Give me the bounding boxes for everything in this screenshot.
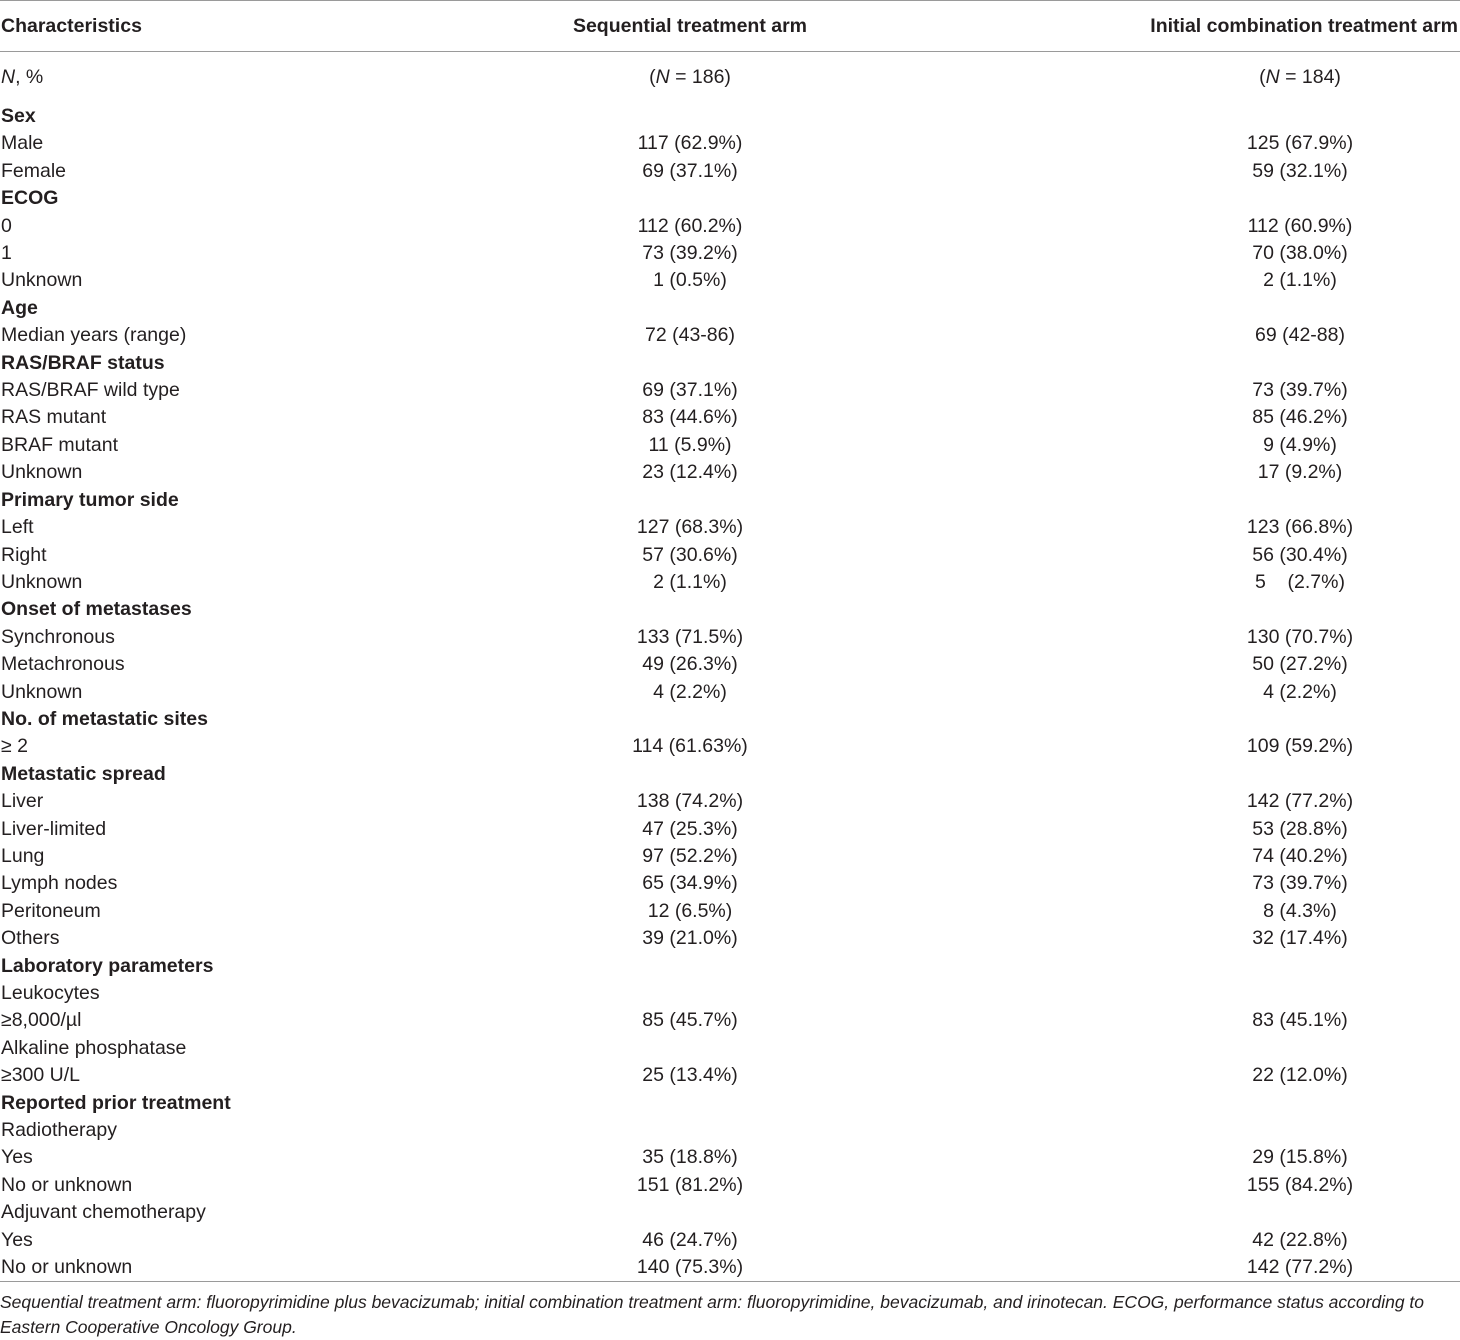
table-row [0, 240, 1460, 267]
sequential-arm-value [420, 596, 960, 623]
sequential-arm-value: 11 (5.9%) [648, 433, 732, 456]
row-label: Median years (range) [1, 324, 187, 347]
section-row [0, 295, 1460, 322]
table-row [0, 624, 1460, 651]
section-label: ECOG [1, 187, 59, 210]
row-label: Female [1, 159, 67, 182]
combination-arm-value: 5 (2.7%) [1255, 570, 1345, 593]
sequential-arm-value: 117 (62.9%) [637, 132, 743, 155]
combination-arm-value [960, 103, 1460, 130]
combination-arm-value: 83 (45.1%) [1252, 1009, 1348, 1032]
sequential-arm-value [420, 185, 960, 212]
row-label: Male [1, 132, 44, 155]
table-row [0, 870, 1460, 897]
row-label: Synchronous [1, 625, 115, 648]
row-label: Leukocytes [1, 982, 100, 1004]
row-label: Others [1, 927, 60, 950]
sequential-arm-value: 112 (60.2%) [637, 214, 743, 237]
combination-arm-value [960, 295, 1460, 322]
n-count-combination: = 184) [1279, 65, 1341, 88]
table-row [0, 980, 1460, 1007]
combination-arm-value: 109 (59.2%) [1246, 735, 1354, 758]
section-row [0, 487, 1460, 514]
table-row [0, 130, 1460, 157]
section-label: Reported prior treatment [1, 1091, 231, 1114]
table-header-row [0, 1, 1460, 52]
table-row [0, 1199, 1460, 1226]
table-row [0, 432, 1460, 459]
combination-arm-value: 73 (39.7%) [1252, 379, 1348, 402]
table-row [0, 1117, 1460, 1144]
combination-arm-value [960, 350, 1460, 377]
table-row [0, 1144, 1460, 1171]
sequential-arm-value: 83 (44.6%) [642, 406, 738, 429]
table-row [0, 651, 1460, 678]
row-label: Lung [1, 844, 45, 867]
row-label: Unknown [1, 680, 83, 703]
table-row [0, 898, 1460, 925]
row-label: Unknown [1, 269, 83, 292]
section-label: Primary tumor side [1, 488, 179, 511]
combination-arm-value [960, 980, 1460, 1007]
row-label: Liver [1, 790, 44, 813]
combination-arm-value: 2 (1.1%) [1263, 269, 1337, 292]
row-label: Yes [1, 1228, 33, 1251]
sequential-arm-value [420, 761, 960, 788]
n-row-sequential [420, 52, 960, 104]
sequential-arm-value: 72 (43-86) [645, 324, 735, 347]
sequential-arm-value: 65 (34.9%) [642, 872, 738, 895]
row-label: Left [1, 516, 34, 539]
table-row [0, 322, 1460, 349]
sequential-arm-value [420, 1117, 960, 1144]
sequential-arm-value: 46 (24.7%) [642, 1228, 738, 1251]
table-row [0, 733, 1460, 760]
row-label: Liver-limited [1, 817, 107, 840]
table-row [0, 1062, 1460, 1089]
table-row [0, 1035, 1460, 1062]
table-row [0, 1007, 1460, 1034]
n-row-label [0, 52, 420, 104]
table-row [0, 788, 1460, 815]
row-label: Right [1, 543, 47, 566]
row-label: Alkaline phosphatase [1, 1036, 187, 1059]
table-row [0, 816, 1460, 843]
section-label: Onset of metastases [1, 598, 192, 621]
combination-arm-value: 70 (38.0%) [1252, 242, 1348, 265]
combination-arm-value [960, 1199, 1460, 1226]
sequential-arm-value: 57 (30.6%) [642, 543, 738, 566]
row-label: 0 [1, 214, 12, 237]
sequential-arm-value: 47 (25.3%) [642, 817, 738, 840]
section-label: No. of metastatic sites [1, 707, 208, 730]
row-label: No or unknown [1, 1173, 133, 1196]
sequential-arm-value [420, 953, 960, 980]
section-row [0, 103, 1460, 130]
sequential-arm-value: 73 (39.2%) [642, 242, 738, 265]
section-label: RAS/BRAF status [1, 351, 165, 374]
combination-arm-value [960, 761, 1460, 788]
sequential-arm-value: 1 (0.5%) [653, 269, 727, 292]
sequential-arm-value: 49 (26.3%) [642, 653, 738, 676]
n-count-sequential: = 186) [669, 65, 731, 88]
sequential-arm-value [420, 706, 960, 733]
combination-arm-value [960, 596, 1460, 623]
combination-arm-value: 74 (40.2%) [1252, 844, 1348, 867]
row-label: ≥8,000/µl [1, 1009, 82, 1032]
n-row-combination [960, 52, 1460, 104]
table-row [0, 158, 1460, 185]
n-symbol: N [1265, 65, 1280, 88]
row-label: Lymph nodes [1, 872, 118, 895]
combination-arm-value: 130 (70.7%) [1246, 625, 1354, 648]
sequential-arm-value [420, 1035, 960, 1062]
combination-arm-value: 85 (46.2%) [1252, 406, 1348, 429]
table-row [0, 377, 1460, 404]
table-row [0, 213, 1460, 240]
row-label: 1 [1, 242, 12, 265]
row-label: RAS/BRAF wild type [1, 379, 180, 402]
table-row [0, 1227, 1460, 1254]
combination-arm-value: 8 (4.3%) [1263, 899, 1337, 922]
section-row [0, 706, 1460, 733]
combination-arm-value: 123 (66.8%) [1246, 516, 1354, 539]
section-row [0, 761, 1460, 788]
n-row-label-rest: , % [15, 65, 44, 88]
combination-arm-value [960, 1117, 1460, 1144]
sequential-arm-value: 151 (81.2%) [636, 1173, 744, 1196]
table-row [0, 404, 1460, 431]
sequential-arm-value: 23 (12.4%) [642, 461, 738, 484]
combination-arm-value: 50 (27.2%) [1252, 653, 1348, 676]
combination-arm-value [960, 185, 1460, 212]
sequential-arm-value: 138 (74.2%) [636, 790, 744, 813]
sequential-arm-value: 69 (37.1%) [642, 379, 738, 402]
combination-arm-value [960, 953, 1460, 980]
sequential-arm-value: 35 (18.8%) [642, 1146, 738, 1169]
table-row [0, 267, 1460, 294]
row-label: ≥300 U/L [1, 1064, 80, 1087]
sequential-arm-value [420, 980, 960, 1007]
combination-arm-value: 142 (77.2%) [1246, 790, 1354, 813]
combination-arm-value: 112 (60.9%) [1247, 214, 1353, 237]
row-label: ≥ 2 [1, 735, 28, 758]
sequential-arm-value [420, 350, 960, 377]
row-label: Peritoneum [1, 899, 101, 922]
sequential-arm-value: 2 (1.1%) [653, 570, 727, 593]
sequential-arm-value [420, 295, 960, 322]
combination-arm-value: 22 (12.0%) [1252, 1064, 1348, 1087]
combination-arm-value [960, 1035, 1460, 1062]
table-row [0, 569, 1460, 596]
row-label: Unknown [1, 570, 83, 593]
sequential-arm-value: 4 (2.2%) [653, 680, 727, 703]
sequential-arm-value: 127 (68.3%) [636, 516, 744, 539]
table-row [0, 459, 1460, 486]
sequential-arm-value [420, 103, 960, 130]
row-label: RAS mutant [1, 406, 107, 429]
table-row [0, 925, 1460, 952]
n-paren-open: ( [649, 65, 656, 88]
combination-arm-value: 4 (2.2%) [1263, 680, 1337, 703]
combination-arm-value: 155 (84.2%) [1246, 1173, 1354, 1196]
section-row [0, 596, 1460, 623]
table-row [0, 679, 1460, 706]
n-symbol: N [1, 65, 16, 88]
sequential-arm-value: 140 (75.3%) [636, 1256, 744, 1279]
sequential-arm-value [420, 1090, 960, 1117]
row-label: Yes [1, 1146, 33, 1169]
combination-arm-value [960, 487, 1460, 514]
table-footnote: Sequential treatment arm: fluoropyrimidine plus bevacizumab; initial combination treatment arm: fluoropyrimidine, bevacizumab, and irinotecan. ECOG, performance status according to Eastern Cooperative Oncology Group. [0, 1281, 1460, 1340]
section-row [0, 350, 1460, 377]
combination-arm-value: 69 (42-88) [1255, 324, 1345, 347]
combination-arm-value: 53 (28.8%) [1252, 817, 1348, 840]
sequential-arm-value: 12 (6.5%) [647, 899, 733, 922]
table-row [0, 1254, 1460, 1281]
combination-arm-value: 17 (9.2%) [1257, 461, 1343, 484]
table-row [0, 514, 1460, 541]
section-label: Sex [1, 105, 36, 127]
row-label: Metachronous [1, 653, 125, 676]
row-label: No or unknown [1, 1256, 133, 1279]
combination-arm-value: 125 (67.9%) [1246, 132, 1354, 155]
combination-arm-value: 142 (77.2%) [1246, 1256, 1354, 1279]
section-row [0, 1090, 1460, 1117]
combination-arm-value [960, 1090, 1460, 1117]
n-paren-open: ( [1259, 65, 1266, 88]
table-row [0, 1172, 1460, 1199]
n-symbol: N [655, 65, 670, 88]
combination-arm-value: 59 (32.1%) [1252, 159, 1348, 182]
combination-arm-value: 56 (30.4%) [1252, 543, 1348, 566]
section-label: Age [1, 296, 38, 319]
n-row [0, 52, 1460, 104]
sequential-arm-value: 114 (61.63%) [632, 735, 748, 758]
combination-arm-value [960, 706, 1460, 733]
section-row [0, 185, 1460, 212]
combination-arm-value: 29 (15.8%) [1252, 1146, 1348, 1169]
section-row [0, 953, 1460, 980]
sequential-arm-value: 25 (13.4%) [642, 1064, 738, 1087]
sequential-arm-value: 85 (45.7%) [642, 1009, 738, 1032]
section-label: Laboratory parameters [1, 954, 214, 977]
sequential-arm-value: 133 (71.5%) [636, 625, 744, 648]
sequential-arm-value [420, 487, 960, 514]
row-label: BRAF mutant [1, 433, 119, 456]
combination-arm-value: 32 (17.4%) [1252, 927, 1348, 950]
sequential-arm-value: 97 (52.2%) [642, 844, 738, 867]
table-row [0, 843, 1460, 870]
header-combination-arm: Initial combination treatment arm [960, 1, 1460, 52]
combination-arm-value: 9 (4.9%) [1263, 433, 1337, 456]
combination-arm-value: 42 (22.8%) [1252, 1228, 1348, 1251]
sequential-arm-value [420, 1199, 960, 1226]
header-characteristics: Characteristics [0, 1, 420, 52]
row-label: Unknown [1, 461, 83, 484]
combination-arm-value: 73 (39.7%) [1252, 872, 1348, 895]
row-label: Adjuvant chemotherapy [1, 1201, 206, 1224]
row-label: Radiotherapy [1, 1119, 117, 1142]
sequential-arm-value: 69 (37.1%) [642, 159, 738, 182]
table-row [0, 542, 1460, 569]
section-label: Metastatic spread [1, 762, 166, 785]
header-sequential-arm: Sequential treatment arm [420, 1, 960, 52]
sequential-arm-value: 39 (21.0%) [642, 927, 738, 950]
